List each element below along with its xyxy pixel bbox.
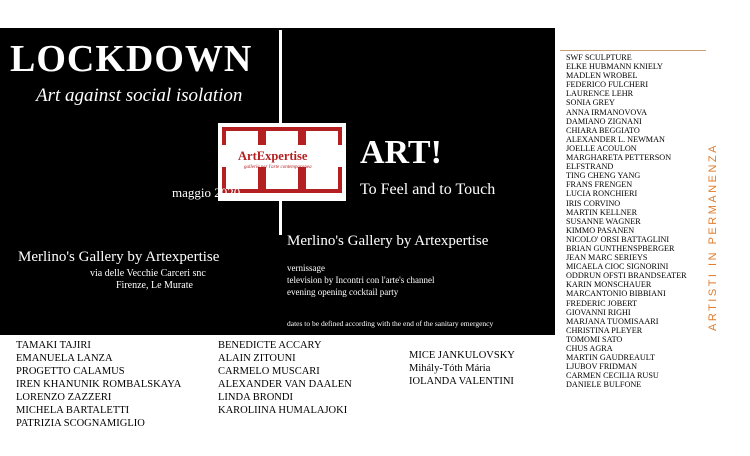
artist-name: MARTIN GAUDREAULT xyxy=(566,353,656,363)
artist-name: CARMEN CECILIA RUSU xyxy=(566,371,659,381)
event-line-vernissage: vernissage xyxy=(287,263,325,273)
gallery-address-street: via delle Vecchie Carceri snc xyxy=(90,268,206,279)
artist-name: CHIARA BEGGIATO xyxy=(566,125,640,135)
artist-name: MADLEN WROBEL xyxy=(566,71,638,81)
event-line-television: television by Incontri con l'arte's channel xyxy=(287,275,435,285)
artist-name: MICE JANKULOVSKY xyxy=(409,350,515,361)
artist-name: EMANUELA LANZA xyxy=(16,353,113,364)
artist-name: CHUS AGRA xyxy=(566,344,613,353)
artist-name: JOELLE ACOULON xyxy=(566,143,637,153)
artist-name: Mihály-Tóth Mária xyxy=(409,363,491,374)
artist-name: ALEXANDER VAN DAALEN xyxy=(218,379,352,390)
artist-name: MICAELA CIOC SIGNORINI xyxy=(566,262,669,272)
logo-tagline: gallerie per l'arte contemporanea xyxy=(244,165,312,170)
artist-name: MARCANTONIO BIBBIANI xyxy=(566,289,666,299)
gallery-name-right: Merlino's Gallery by Artexpertise xyxy=(287,233,489,249)
artist-name: LAURENCE LEHR xyxy=(566,89,634,99)
artist-name: BENEDICTE ACCARY xyxy=(218,340,322,351)
artists-column-3 xyxy=(409,349,515,388)
gallery-address-city: Firenze, Le Murate xyxy=(116,280,193,291)
art-heading: ART! xyxy=(360,134,442,171)
artist-name: LINDA BRONDI xyxy=(218,392,293,403)
artist-name: FRANS FRENGEN xyxy=(566,180,633,190)
artist-name: MARTIN KELLNER xyxy=(566,207,638,217)
artist-name: LORENZO ZAZZERI xyxy=(16,392,112,403)
artist-name: NICOLO' ORSI BATTAGLINI xyxy=(566,234,670,244)
logo-brand: ArtExpertise xyxy=(238,149,308,163)
artist-name: IOLANDA VALENTINI xyxy=(409,376,514,387)
dates-note: dates to be defined according with the end of the sanitary emergency xyxy=(287,319,494,328)
artist-name: KARIN MONSCHAUER xyxy=(566,280,652,290)
artist-name: CARMELO MUSCARI xyxy=(218,366,320,377)
artist-name: MARGHARETA PETTERSON xyxy=(566,153,672,163)
artist-name: JEAN MARC SERIEYS xyxy=(566,253,648,263)
poster-title: LOCKDOWN xyxy=(10,38,253,80)
artist-name: TAMAKI TAJIRI xyxy=(16,340,91,351)
artist-name: MICHELA BARTALETTI xyxy=(16,405,130,416)
side-label xyxy=(706,112,720,362)
artist-list-rule xyxy=(560,50,706,51)
artist-name: DAMIANO ZIGNANI xyxy=(566,116,642,126)
artist-name: IRIS CORVINO xyxy=(566,198,621,208)
artist-name: DANIELE BULFONE xyxy=(566,380,642,390)
artist-name: BRIAN GUNTHENSPBERGER xyxy=(566,243,675,253)
artist-name: KAROLIINA HUMALAJOKI xyxy=(218,405,348,416)
artist-name: FREDERIC JOBERT xyxy=(566,298,638,308)
artist-name: SUSANNE WAGNER xyxy=(566,216,641,226)
artist-name: TOMOMI SATO xyxy=(566,334,623,344)
artist-name: GIOVANNI RIGHI xyxy=(566,307,631,317)
artists-column-2 xyxy=(218,339,352,417)
artist-name: ODDRUN OFSTI BRANDSEATER xyxy=(566,271,687,281)
artist-name: PROGETTO CALAMUS xyxy=(16,366,125,377)
artist-name: ELKE HUBMANN KNIELY xyxy=(566,62,663,72)
artist-name: LUCIA RONCHIERI xyxy=(566,189,638,199)
artist-name: PATRIZIA SCOGNAMIGLIO xyxy=(16,418,145,429)
artist-name: ALEXANDER L. NEWMAN xyxy=(566,134,665,144)
artist-name: MARJANA TUOMISAARI xyxy=(566,316,659,326)
art-subheading: To Feel and to Touch xyxy=(360,181,496,198)
artist-name: SONIA GREY xyxy=(566,98,615,108)
artist-name: SWF SCULPTURE xyxy=(566,53,632,62)
side-label-text: ARTISTI IN PERMANENZA xyxy=(707,143,719,331)
artist-name: LJUBOV FRIDMAN xyxy=(566,362,638,372)
artist-name: FEDERICO FULCHERI xyxy=(566,80,649,90)
resident-artists-list xyxy=(566,53,687,389)
artist-name: KIMMO PASANEN xyxy=(566,225,635,235)
poster-subtitle: Art against social isolation xyxy=(36,85,243,106)
artist-name: ALAIN ZITOUNI xyxy=(218,353,296,364)
artist-name: ANNA IRMANOVOVA xyxy=(566,107,648,117)
artists-column-1 xyxy=(16,339,181,430)
gallery-name-left: Merlino's Gallery by Artexpertise xyxy=(18,249,220,265)
event-date: maggio 2020 xyxy=(172,185,241,200)
artist-name: IREN KHANUNIK ROMBALSKAYA xyxy=(16,379,182,390)
event-line-cocktail: evening opening cocktail party xyxy=(287,287,399,297)
artist-name: CHRISTINA PLEYER xyxy=(566,325,643,335)
artist-name: TING CHENG YANG xyxy=(566,171,641,181)
artist-name: ELFSTRAND xyxy=(566,162,614,172)
